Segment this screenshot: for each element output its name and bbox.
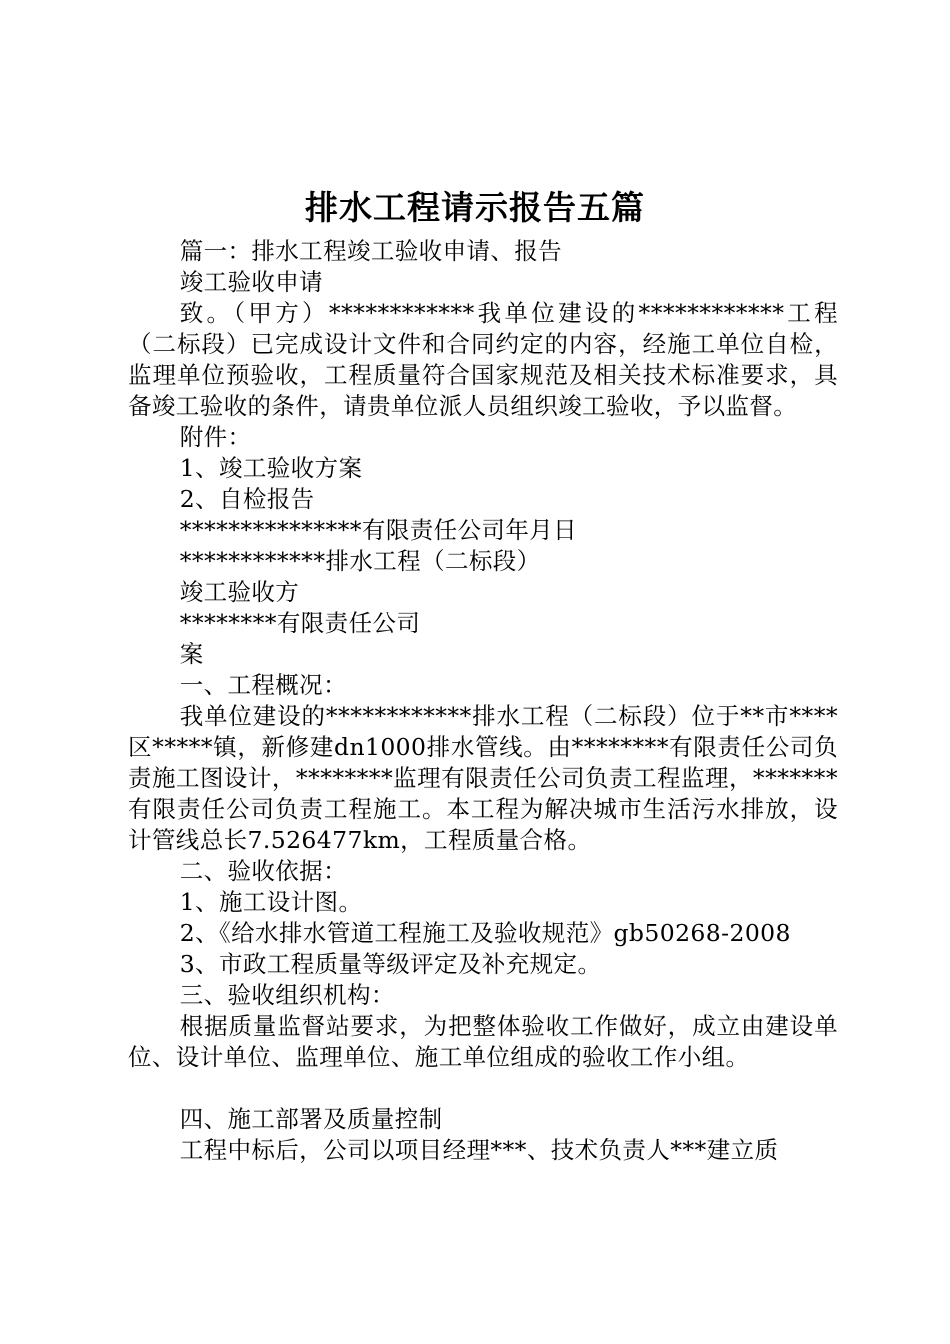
- attachment-item: 2、自检报告: [179, 485, 315, 513]
- application-body: 致。（甲方）************我单位建设的************工程（二标段）已完成设计文件和合同约定的内容，经施工单位自检，监理单位预验收，工程质量符合国家规范及相关技术标准要求，具备竣工验收的条件，请贵单位派人员组织竣工验收，予以监督。: [128, 299, 838, 420]
- section-heading: 二、验收依据：: [179, 857, 347, 885]
- section-heading-part-one: 篇一：排水工程竣工验收申请、报告: [179, 237, 563, 265]
- basis-item: 2、《给水排水管道工程施工及验收规范》gb50268-2008: [179, 919, 791, 947]
- document-body: [128, 236, 838, 1166]
- plan-heading-fragment: 案: [179, 640, 204, 668]
- project-name-line: ************排水工程（二标段）: [179, 547, 541, 575]
- company-line: ********有限责任公司: [179, 609, 421, 637]
- document-title: 排水工程请示报告五篇: [305, 188, 645, 227]
- attachment-item: 1、竣工验收方案: [179, 454, 363, 482]
- application-heading: 竣工验收申请: [179, 268, 324, 296]
- attachments-label: 附件：: [179, 423, 252, 451]
- basis-item: 3、市政工程质量等级评定及补充规定。: [179, 950, 602, 978]
- signature-line: ***************有限责任公司年月日: [179, 516, 578, 544]
- paragraph-gap: [128, 1073, 838, 1104]
- organization-body: 根据质量监督站要求，为把整体验收工作做好，成立由建设单位、设计单位、监理单位、施工单位组成的验收工作小组。: [128, 1012, 838, 1071]
- section-heading: 三、验收组织机构：: [179, 981, 395, 1009]
- section-heading: 四、施工部署及质量控制: [179, 1105, 443, 1133]
- deployment-body: 工程中标后，公司以项目经理***、技术负责人***建立质: [179, 1136, 779, 1164]
- overview-body: 我单位建设的************排水工程（二标段）位于**市****区*****镇，新修建dn1000排水管线。由********有限责任公司负责施工图设计，********监理有限责任公司负责工程监理，*******有限责任公司负责工程施工。本工程为解决城市生活污水排放，设计管线总长7.526477km，工程质量合格。: [128, 702, 838, 854]
- section-heading: 一、工程概况：: [179, 671, 347, 699]
- basis-item: 1、施工设计图。: [179, 888, 363, 916]
- plan-heading-fragment: 竣工验收方: [179, 578, 300, 606]
